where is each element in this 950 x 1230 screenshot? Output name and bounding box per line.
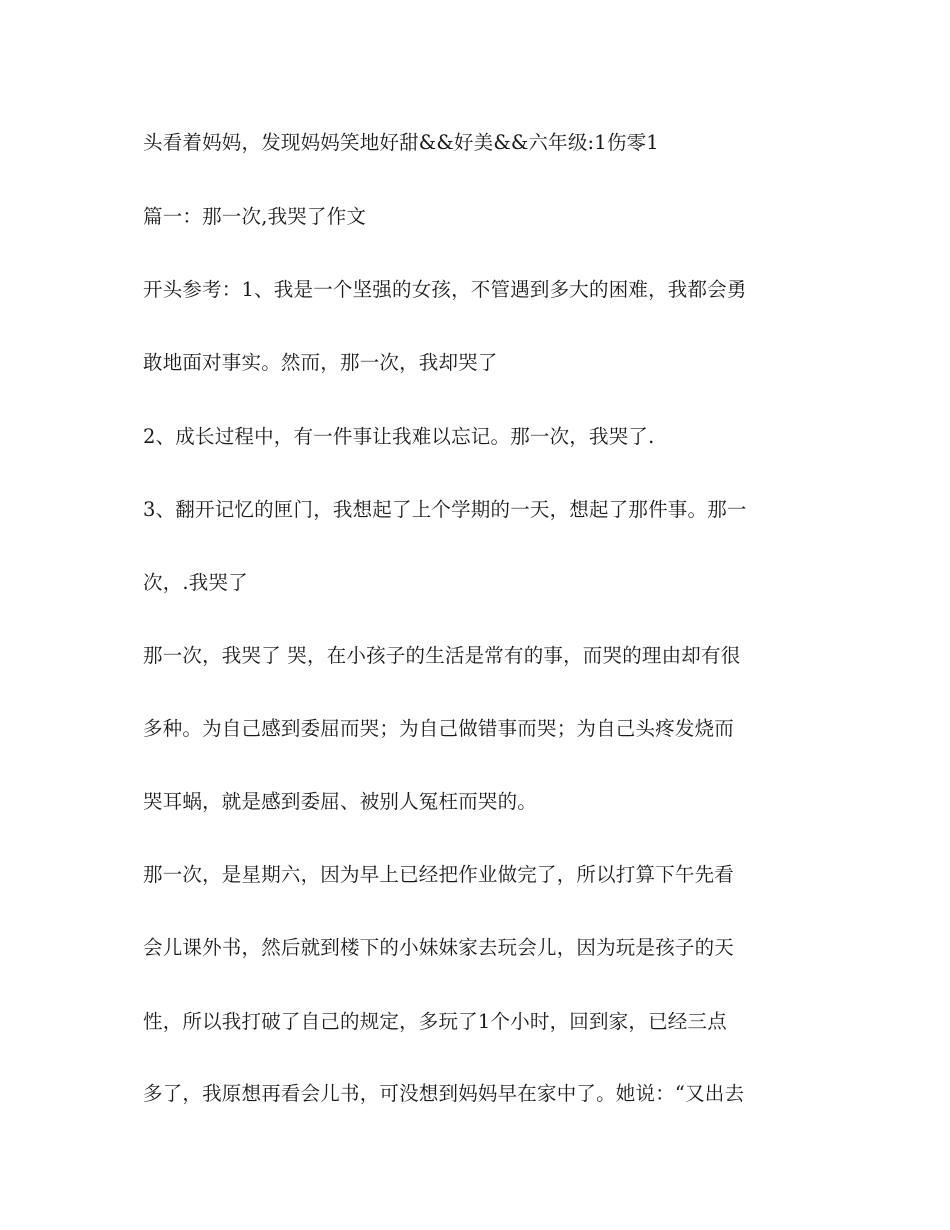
text-line: 头看着妈妈，发现妈妈笑地好甜&&好美&&六年级:1伤零1 [143, 131, 659, 154]
text-line: 开头参考：1、我是一个坚强的女孩，不管遇到多大的困难，我都会勇 [143, 278, 747, 301]
text-line: 哭耳蜗，就是感到委屈、被别人冤枉而哭的。 [143, 790, 538, 813]
text-line: 多了，我原想再看会儿书，可没想到妈妈早在家中了。她说：“又出去 [143, 1082, 745, 1105]
section-heading: 篇一：那一次,我哭了作文 [143, 205, 367, 228]
text-line: 那一次，是星期六，因为早上已经把作业做完了，所以打算下午先看 [143, 863, 735, 886]
text-line: 2、成长过程中，有一件事让我难以忘记。那一次，我哭了. [143, 425, 655, 448]
text-line: 敢地面对事实。然而，那一次，我却哭了 [143, 351, 498, 374]
text-line: 3、翻开记忆的匣门，我想起了上个学期的一天，想起了那件事。那一 [143, 498, 747, 521]
text-line: 那一次，我哭了 哭，在小孩子的生活是常有的事，而哭的理由却有很 [143, 644, 741, 667]
text-line: 会儿课外书，然后就到楼下的小妹妹家去玩会儿，因为玩是孩子的天 [143, 936, 735, 959]
text-line: 次，.我哭了 [143, 571, 248, 594]
text-line: 多种。为自己感到委屈而哭；为自己做错事而哭；为自己头疼发烧而 [143, 717, 735, 740]
text-line: 性，所以我打破了自己的规定，多玩了1个小时，回到家，已经三点 [143, 1010, 727, 1033]
